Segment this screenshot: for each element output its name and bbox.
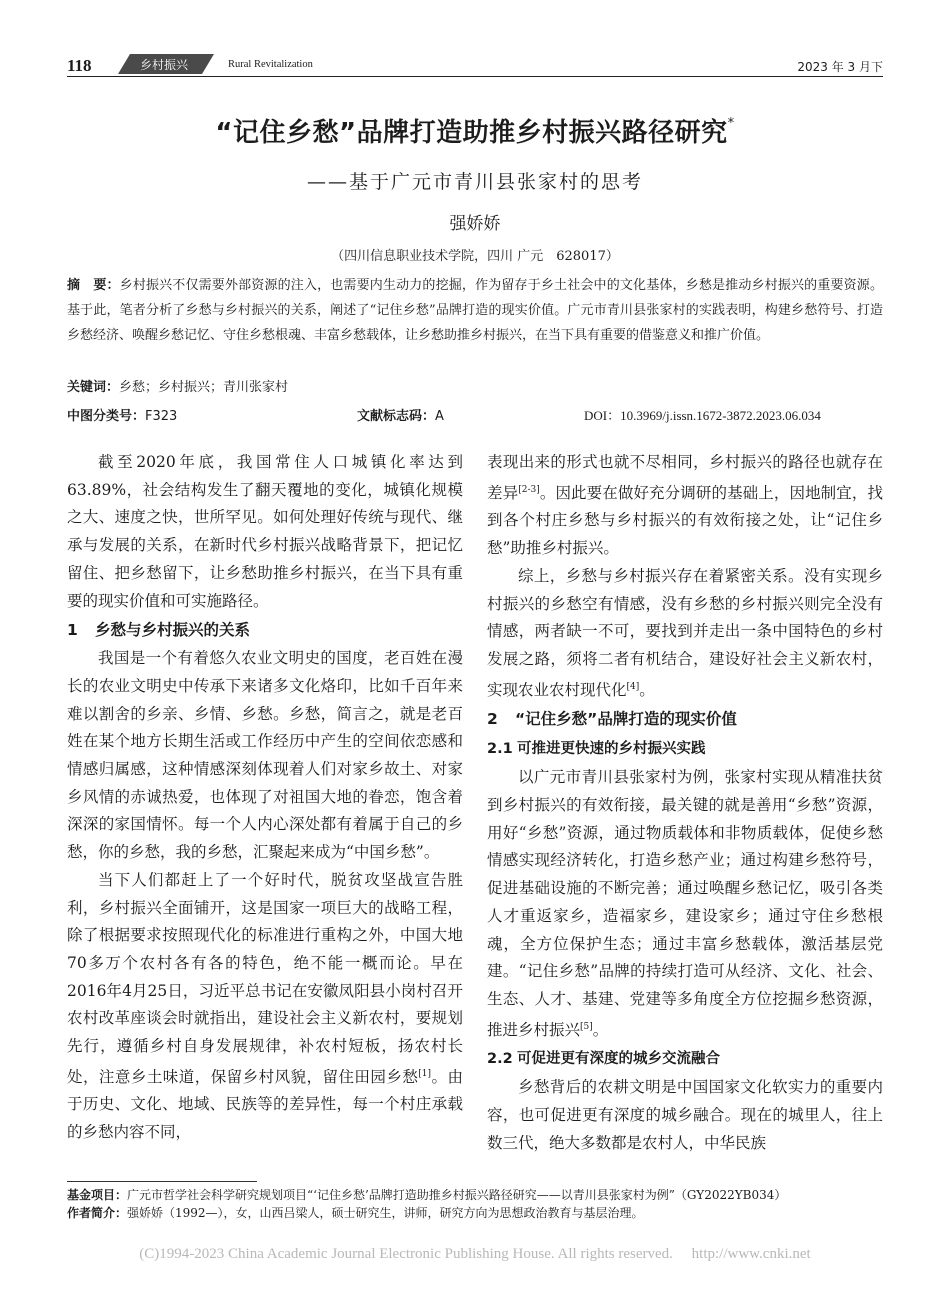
paragraph-continued-tail: 。因此要在做好充分调研的基础上，因地制宜，找到各个村庄乡愁与乡村振兴的有效衔接之处，让“记住乡愁”助推乡村振兴。 [487, 483, 883, 558]
article-subtitle: ——基于广元市青川县张家村的思考 [306, 171, 643, 193]
abstract-label: 摘 要： [67, 278, 120, 293]
class-label: 中图分类号： [67, 409, 146, 424]
section-1-number: 1 [67, 621, 78, 640]
paragraph-continued-text: 表现出来的形式也就不尽相同，乡村振兴的路径也就存在差异 [487, 453, 883, 502]
body-column-left [67, 449, 463, 1147]
subsection-2-2-title: 可促进更有深度的城乡交流融合 [517, 1051, 720, 1068]
paragraph-s1-2 [67, 867, 463, 1147]
subsection-2-1-number: 2.1 [487, 741, 513, 758]
abstract-text: 乡村振兴不仅需要外部资源的注入，也需要内生动力的挖掘，作为留存于乡土社会中的文化基体，乡愁是推动乡村振兴的重要资源。基于此，笔者分析了乡愁与乡村振兴的关系，阐述了“记住乡愁”品牌打造的现实价值。广元市青川县张家村的实践表明，构建乡愁符号、打造乡愁经济、唤醒乡愁记忆、守住乡愁根魂、丰富乡愁载体，让乡愁助推乡村振兴，在当下具有重要的借鉴意义和推广价值。 [67, 278, 883, 343]
paragraph-s1-1: 我国是一个有着悠久农业文明史的国度，老百姓在漫长的农业文明史中传承下来诸多文化烙印，比如千百年来难以割舍的乡亲、乡情、乡愁。乡愁，简言之，就是老百姓在某个地方长期生活或工作经历中产生的空间依恋感和情感归属感，这种情感深刻体现着人们对家乡故土、对家乡风情的赤诚热爱，也体现了对祖国大地的眷恋，饱含着深深的家国情怀。每一个人内心深处都有着属于自己的乡愁，你的乡愁，我的乡愁，汇聚起来成为“中国乡愁”。 [67, 649, 463, 862]
section-2-heading [487, 704, 883, 734]
issue-date: 2023 年 3 月下 [797, 60, 883, 74]
author-affiliation: （四川信息职业技术学院，四川 广元 628017） [331, 249, 619, 264]
author-bio-label: 作者简介： [67, 1206, 128, 1220]
docmark-value: A [435, 409, 444, 424]
paragraph-summary [487, 563, 883, 705]
section-2-number: 2 [487, 710, 498, 729]
paragraph-2-1 [487, 764, 883, 1044]
title-footnote-mark: * [727, 116, 735, 131]
fund-label: 基金项目： [67, 1188, 128, 1202]
citation-ref: [1] [418, 1068, 432, 1079]
footnotes [67, 1186, 897, 1222]
paragraph-summary-text: 综上，乡愁与乡村振兴存在着紧密关系。没有实现乡村振兴的乡愁空有情感，没有乡愁的乡村振兴则完全没有情感，两者缺一不可，要找到并走出一条中国特色的乡村发展之路，须将二者有机结合，建设好社会主义新农村，实现农业农村现代化 [487, 566, 883, 699]
class-number: F323 [145, 409, 178, 424]
article-title-text: “记住乡愁”品牌打造助推乡村振兴路径研究 [215, 118, 728, 148]
author-note [67, 1204, 897, 1222]
section-name: 乡村振兴 [140, 58, 189, 72]
document-mark [357, 405, 444, 424]
doi: DOI：10.3969/j.issn.1672-3872.2023.06.034 [584, 408, 821, 423]
section-name-en: Rural Revitalization [228, 59, 313, 70]
fund-text: 广元市哲学社会科学研究规划项目“‘记住乡愁’品牌打造助推乡村振兴路径研究——以青川县张家村为例”（GY2022YB034） [127, 1188, 787, 1202]
fund-note [67, 1186, 897, 1204]
paragraph-summary-tail: 。 [639, 680, 655, 699]
keywords [67, 376, 288, 395]
citation-ref: [4] [626, 681, 640, 692]
section-2-title: “记住乡愁”品牌打造的现实价值 [515, 710, 737, 729]
paragraph-continued [487, 449, 883, 563]
body-column-right [487, 449, 883, 1157]
paragraph-2-2: 乡愁背后的农耕文明是中国国家文化软实力的重要内容，也可促进更有深度的城乡融合。现在的城里人，往上数三代，绝大多数都是农村人，中华民族 [487, 1078, 883, 1152]
paragraph-intro: 截至2020年底，我国常住人口城镇化率达到63.89%，社会结构发生了翻天覆地的变化，城镇化规模之大、速度之快，世所罕见。如何处理好传统与现代、继承与发展的关系，在新时代乡村振兴战略背景下，把记忆留住、把乡愁留下，让乡愁助推乡村振兴，在当下具有重要的现实价值和可实施路径。 [67, 453, 463, 610]
subsection-2-2-number: 2.2 [487, 1051, 513, 1068]
keywords-label: 关键词： [67, 380, 120, 395]
footnote-divider [67, 1181, 257, 1182]
citation-ref: [2-3] [518, 484, 540, 495]
paragraph-2-1-tail: 。 [592, 1020, 609, 1039]
keywords-text: 乡愁；乡村振兴；青川张家村 [119, 380, 289, 395]
subsection-2-2-heading [487, 1044, 883, 1074]
copyright-notice: (C)1994-2023 China Academic Journal Electronic Publishing House. All rights reserved. http://www.cnki.net [139, 1246, 811, 1262]
paragraph-2-1-text: 以广元市青川县张家村为例，张家村实现从精准扶贫到乡村振兴的有效衔接，最关键的就是善用“乡愁”资源，用好“乡愁”资源，通过物质载体和非物质载体，促使乡愁情感实现经济转化，打造乡愁产业；通过构建乡愁符号，促进基础设施的不断完善；通过唤醒乡愁记忆，吸引各类人才重返家乡，造福家乡，建设家乡；通过守住乡愁根魂，全方位保护生态；通过丰富乡愁载体，激活基层党建。“记住乡愁”品牌的持续打造可从经济、文化、社会、生态、人才、基建、党建等多角度全方位挖掘乡愁资源，推进乡村振兴 [487, 768, 883, 1039]
docmark-label: 文献标志码： [357, 409, 436, 424]
subsection-2-1-title: 可推进更快速的乡村振兴实践 [517, 741, 706, 758]
page-number: 118 [67, 56, 92, 75]
section-1-heading [67, 615, 463, 645]
classification [67, 405, 177, 424]
abstract [67, 273, 883, 348]
citation-ref: [5] [580, 1021, 593, 1032]
article-title [0, 112, 950, 149]
header-divider [67, 76, 883, 77]
author-name: 强娇娇 [449, 214, 501, 234]
subsection-2-1-heading [487, 734, 883, 764]
paragraph-s1-2-text: 当下人们都赶上了一个好时代，脱贫攻坚战宣告胜利，乡村振兴全面铺开，这是国家一项巨大的战略工程，除了根据要求按照现代化的标准进行重构之外，中国大地70多万个农村各有各的特色，绝不能一概而论。早在2016年4月25日，习近平总书记在安徽凤阳县小岗村召开农村改革座谈会时就指出，建设社会主义新农村，要规划先行，遵循乡村自身发展规律，补农村短板，扬农村长处，注意乡土味道，保留乡村风貌，留住田园乡愁 [67, 870, 463, 1086]
section-1-title: 乡愁与乡村振兴的关系 [95, 621, 251, 640]
author-bio-text: 强娇娇（1992—），女，山西吕梁人，硕士研究生，讲师，研究方向为思想政治教育与基层治理。 [127, 1206, 644, 1220]
paragraph-s1-2-tail: 。由于历史、文化、地域、民族等的差异性，每一个村庄承载的乡愁内容不同， [67, 1067, 463, 1142]
